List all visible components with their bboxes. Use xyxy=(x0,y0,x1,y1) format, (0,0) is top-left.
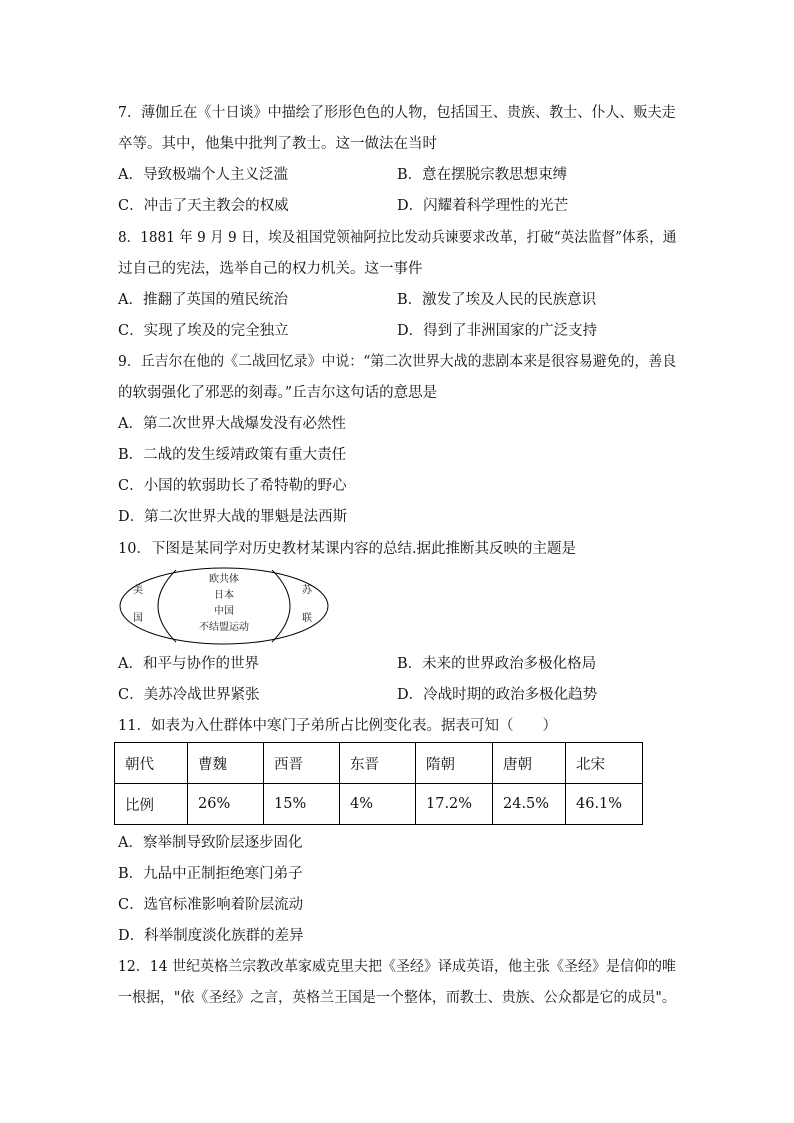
table-cell: 26% xyxy=(188,784,264,825)
q11-stem: 11．如表为入仕群体中寒门子弟所占比例变化表。据表可知（ ） xyxy=(118,718,557,734)
table-header-cell: 曹魏 xyxy=(188,743,264,784)
table-cell: 46.1% xyxy=(566,784,643,825)
world-structure-diagram xyxy=(118,565,330,647)
diagram-label-ussr-2: 联 xyxy=(302,613,312,624)
q8-option-b[interactable]: B．激发了埃及人民的民族意识 xyxy=(397,292,597,308)
q11-ratio-table xyxy=(114,742,643,825)
q12-stem-line2: 一根据，"依《圣经》之言，英格兰王国是一个整体，而教士、贵族、公众都是它的成员"。 xyxy=(118,990,676,1006)
q11-option-c[interactable]: C．选官标准影响着阶层流动 xyxy=(118,897,304,913)
q9-option-d[interactable]: D．第二次世界大战的罪魁是法西斯 xyxy=(118,509,348,525)
diagram-label-usa-2: 国 xyxy=(133,613,143,624)
q9-stem-line1: 9．丘吉尔在他的《二战回忆录》中说：“第二次世界大战的悲剧本来是很容易避免的，善良 xyxy=(118,354,677,370)
table-header-cell: 唐朝 xyxy=(493,743,566,784)
table-row xyxy=(115,784,643,825)
q9-option-a[interactable]: A．第二次世界大战爆发没有必然性 xyxy=(118,416,346,432)
q11-option-a[interactable]: A．察举制导致阶层逐步固化 xyxy=(118,835,303,851)
q10-option-a[interactable]: A．和平与协作的世界 xyxy=(118,656,259,672)
table-header-cell: 朝代 xyxy=(115,743,188,784)
q12-stem-line1: 12．14 世纪英格兰宗教改革家威克里夫把《圣经》译成英语，他主张《圣经》是信仰的唯 xyxy=(118,959,677,975)
table-header-cell: 北宋 xyxy=(566,743,643,784)
table-cell: 17.2% xyxy=(416,784,493,825)
diagram-center-china: 中国 xyxy=(214,606,234,617)
table-cell: 4% xyxy=(340,784,416,825)
q9-option-c[interactable]: C．小国的软弱助长了希特勒的野心 xyxy=(118,478,347,494)
q7-option-c[interactable]: C．冲击了天主教会的权威 xyxy=(118,198,289,214)
q10-stem: 10．下图是某同学对历史教材某课内容的总结.据此推断其反映的主题是 xyxy=(118,541,577,557)
q9-stem-line2: 的软弱强化了邪恶的刻毒。”丘吉尔这句话的意思是 xyxy=(118,385,438,401)
q7-stem-line2: 卒等。其中，他集中批判了教士。这一做法在当时 xyxy=(118,136,437,152)
q7-option-a[interactable]: A．导致极端个人主义泛滥 xyxy=(118,167,288,183)
q7-stem-line1: 7．薄伽丘在《十日谈》中描绘了形形色色的人物，包括国王、贵族、教士、仆人、贩夫走 xyxy=(118,105,676,121)
diagram-center-nam: 不结盟运动 xyxy=(199,622,249,633)
table-cell: 比例 xyxy=(115,784,188,825)
table-cell: 15% xyxy=(264,784,340,825)
table-header-cell: 隋朝 xyxy=(416,743,493,784)
q9-option-b[interactable]: B．二战的发生绥靖政策有重大责任 xyxy=(118,447,347,463)
q11-option-b[interactable]: B．九品中正制拒绝寒门弟子 xyxy=(118,866,303,882)
diagram-center-eec: 欧共体 xyxy=(209,574,239,585)
diagram-label-ussr-1: 苏 xyxy=(302,585,312,596)
q8-stem-line1: 8．1881 年 9 月 9 日，埃及祖国党领袖阿拉比发动兵谏要求改革，打破“英法监督”体系，通 xyxy=(118,230,677,246)
q8-option-c[interactable]: C．实现了埃及的完全独立 xyxy=(118,323,289,339)
table-header-cell: 东晋 xyxy=(340,743,416,784)
q8-option-d[interactable]: D．得到了非洲国家的广泛支持 xyxy=(397,323,598,339)
q8-option-a[interactable]: A．推翻了英国的殖民统治 xyxy=(118,292,288,308)
diagram-center-japan: 日本 xyxy=(214,590,234,601)
diagram-label-usa-1: 美 xyxy=(133,585,143,596)
table-cell: 24.5% xyxy=(493,784,566,825)
q10-option-d[interactable]: D．冷战时期的政治多极化趋势 xyxy=(397,687,598,703)
q8-stem-line2: 过自己的宪法，选举自己的权力机关。这一事件 xyxy=(118,261,423,277)
q10-option-c[interactable]: C．美苏冷战世界紧张 xyxy=(118,687,260,703)
diagram-right-arc xyxy=(272,570,290,642)
q7-option-b[interactable]: B．意在摆脱宗教思想束缚 xyxy=(397,167,568,183)
q11-option-d[interactable]: D．科举制度淡化族群的差异 xyxy=(118,928,304,944)
table-row xyxy=(115,743,643,784)
table-header-cell: 西晋 xyxy=(264,743,340,784)
q10-option-b[interactable]: B．未来的世界政治多极化格局 xyxy=(397,656,597,672)
q7-option-d[interactable]: D．闪耀着科学理性的光芒 xyxy=(397,198,569,214)
